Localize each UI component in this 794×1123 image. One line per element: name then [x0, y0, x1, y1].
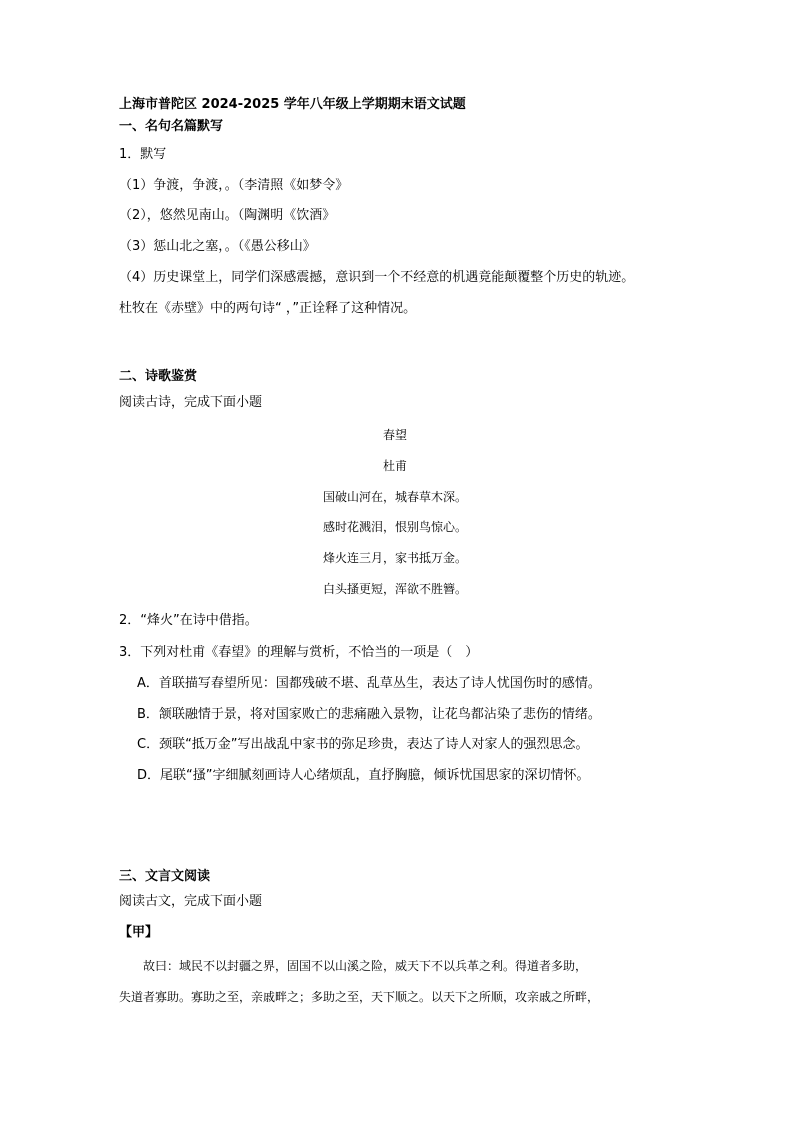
classical-text-line-2: 失道者寡助。寡助之至，亲戚畔之；多助之至，天下顺之。以天下之所顺，攻亲戚之所畔， — [119, 990, 600, 1004]
option-c: C．颈联“抵万金”写出战乱中家书的弥足珍贵，表达了诗人对家人的强烈思念。 — [137, 737, 589, 752]
section-1-heading: 一、名句名篇默写 — [119, 119, 224, 134]
poem-title: 春望 — [382, 428, 407, 442]
option-a: A．首联描写春望所见：国都残破不堪、乱草丛生，表达了诗人忧国伤时的感情。 — [137, 676, 601, 691]
question-1-item-3: （3）惩山北之塞，。（《愚公移山》 — [119, 239, 316, 254]
question-1-item-4: （4）历史课堂上，同学们深感震撼，意识到一个不经意的机遇竟能颠覆整个历史的轨迹。 — [119, 270, 635, 285]
question-1-item-2: （2），悠然见南山。（陶渊明《饮酒》 — [119, 208, 336, 223]
page-title: 上海市普陀区 2024-2025 学年八年级上学期期末语文试题 — [119, 97, 466, 112]
question-1-item-1: （1）争渡，争渡，。（李清照《如梦令》 — [119, 178, 349, 193]
section-2-heading: 二、诗歌鉴赏 — [119, 369, 198, 384]
question-2: 2．“烽火”在诗中借指。 — [119, 613, 258, 628]
classical-text-line-1: 故曰：域民不以封疆之界，固国不以山溪之险，威天下不以兵革之利。得道者多助， — [119, 959, 588, 973]
option-d: D．尾联“搔”字细腻刻画诗人心绪烦乱，直抒胸臆，倾诉忧国思家的深切情怀。 — [137, 768, 590, 783]
passage-jia-label: 【甲】 — [119, 925, 159, 940]
question-3: 3．下列对杜甫《春望》的理解与赏析，不恰当的一项是（ ） — [119, 645, 479, 660]
section-2-intro: 阅读古诗，完成下面小题 — [119, 395, 263, 410]
question-1-label: 1．默写 — [119, 147, 167, 162]
poem-line-4: 白头搔更短，浑欲不胜簪。 — [322, 582, 467, 596]
question-1-item-4-continued: 杜牧在《赤壁》中的两句诗“ ，”正诠释了这种情况。 — [119, 301, 417, 316]
section-3-heading: 三、文言文阅读 — [119, 869, 211, 884]
option-b: B．颔联融情于景，将对国家败亡的悲痛融入景物，让花鸟都沾染了悲伤的情绪。 — [137, 707, 601, 722]
section-3-intro: 阅读古文，完成下面小题 — [119, 894, 263, 909]
poem-line-3: 烽火连三月，家书抵万金。 — [322, 551, 467, 565]
poem-author: 杜甫 — [382, 459, 407, 473]
poem-line-1: 国破山河在，城春草木深。 — [322, 490, 467, 504]
poem-line-2: 感时花溅泪，恨别鸟惊心。 — [322, 520, 467, 534]
